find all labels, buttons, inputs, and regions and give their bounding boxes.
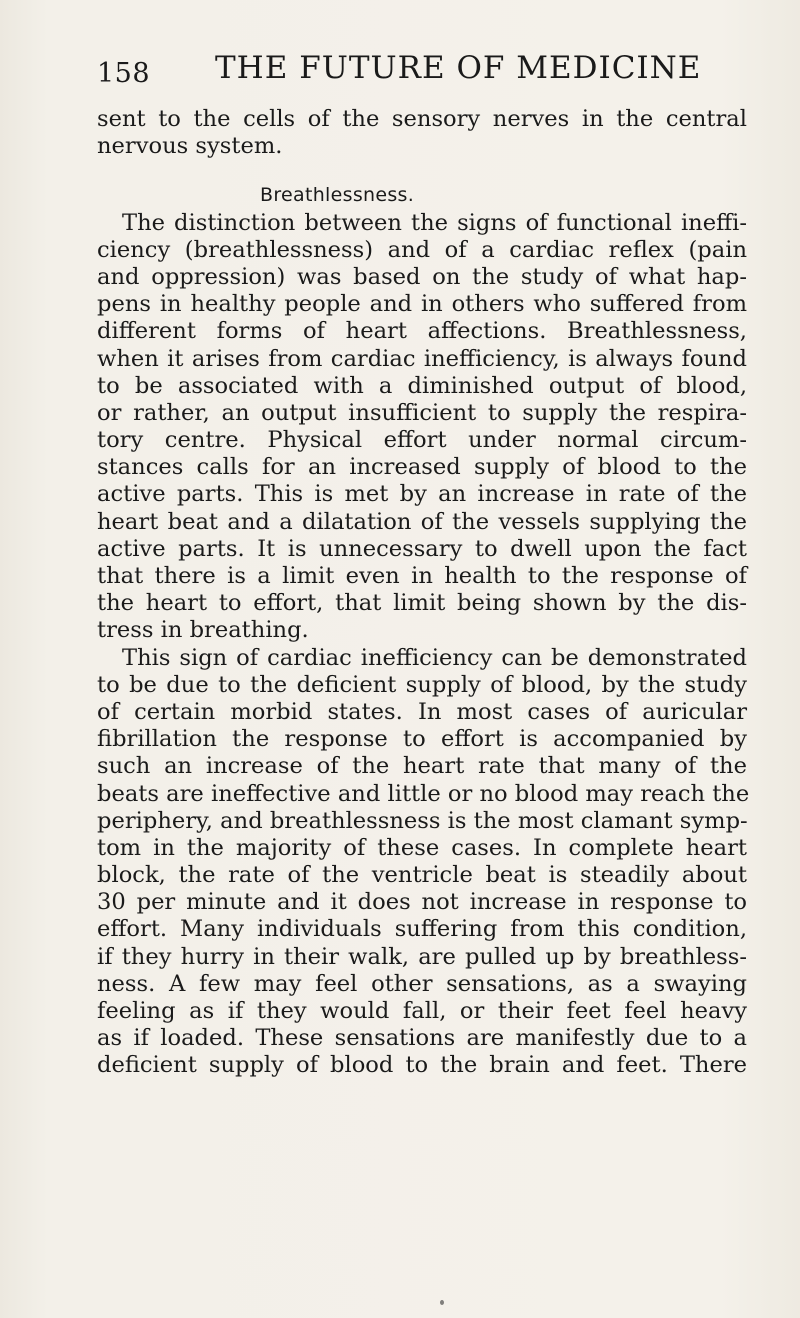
text-line: fibrillation the response to effort is accompanied by	[97, 726, 747, 753]
text-line: feeling as if they would fall, or their feet feel heavy	[97, 998, 747, 1024]
page-header	[97, 46, 737, 89]
text-line: active parts. This is met by an increase in rate of the	[97, 481, 747, 508]
body-text	[97, 106, 750, 1080]
paragraph	[97, 644, 750, 1080]
text-line: of certain morbid states. In most cases of auricular	[97, 698, 747, 725]
text-line: and oppression) was based on the study of what hap-	[97, 263, 747, 290]
section-heading: Breathlessness.	[260, 184, 415, 207]
text-line: sent to the cells of the sensory nerves in the central	[97, 106, 747, 132]
text-line: heart beat and a dilatation of the vessels supplying the	[97, 508, 747, 535]
text-line: beats are ineffective and little or no blood may reach the	[97, 780, 750, 807]
text-line: ness. A few may feel other sensations, as a swaying	[97, 970, 747, 997]
text-line: effort. Many individuals suffering from this condition,	[97, 916, 747, 943]
paragraph	[97, 210, 747, 645]
text-line: periphery, and breathlessness is the most clamant symp-	[97, 807, 748, 834]
text-line: 30 per minute and it does not increase in response to	[97, 889, 747, 916]
text-line: different forms of heart affections. Breathlessness,	[97, 318, 747, 345]
text-line: tory centre. Physical effort under normal circum-	[97, 427, 747, 454]
text-line: nervous system.	[97, 133, 283, 160]
text-line: tom in the majority of these cases. In complete heart	[97, 834, 747, 861]
text-line: The distinction between the signs of functional ineffi-	[122, 209, 747, 236]
text-line: pens in healthy people and in others who suffered from	[97, 291, 747, 318]
text-line: deficient supply of blood to the brain and feet. There	[97, 1052, 747, 1079]
text-line: if they hurry in their walk, are pulled up by breathless-	[97, 943, 747, 970]
text-line: block, the rate of the ventricle beat is steadily about	[97, 862, 747, 889]
text-line: tress in breathing.	[97, 617, 309, 644]
running-title: THE FUTURE OF MEDICINE	[215, 50, 702, 86]
text-line: such an increase of the heart rate that many of the	[97, 753, 747, 780]
text-line: ciency (breathlessness) and of a cardiac reflex (pain	[97, 236, 747, 263]
text-line: This sign of cardiac inefficiency can be demonstrated	[122, 644, 747, 671]
text-line: the heart to effort, that limit being shown by the dis-	[97, 590, 747, 617]
text-line: to be due to the deficient supply of blood, by the study	[97, 671, 747, 698]
ink-speck	[440, 1300, 444, 1305]
page-number: 158	[97, 58, 151, 89]
text-line: or rather, an output insufficient to supply the respira-	[97, 399, 747, 426]
text-line: stances calls for an increased supply of blood to the	[97, 454, 747, 481]
text-line: when it arises from cardiac inefficiency, is always found	[97, 345, 747, 372]
text-line: that there is a limit even in health to the response of	[97, 563, 747, 589]
text-line: to be associated with a diminished output of blood,	[97, 372, 747, 399]
text-line: active parts. It is unnecessary to dwell upon the fact	[97, 535, 747, 562]
text-line: as if loaded. These sensations are manifestly due to a	[97, 1025, 747, 1052]
